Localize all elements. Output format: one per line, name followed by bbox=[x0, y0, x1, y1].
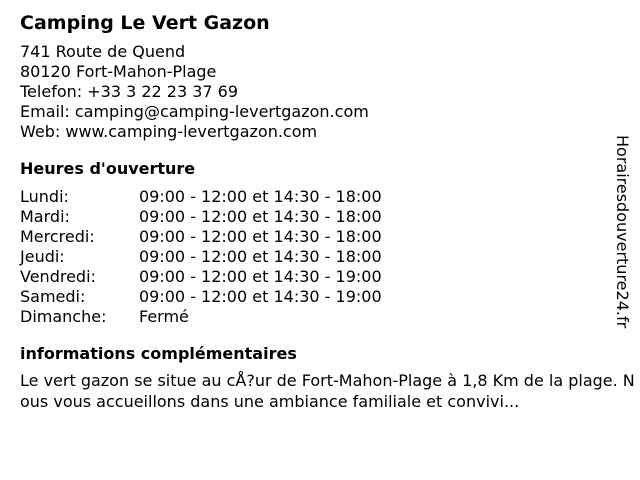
day-hours: 09:00 - 12:00 et 14:30 - 18:00 bbox=[139, 227, 382, 246]
site-watermark: Horairesdouverture24.fr bbox=[613, 135, 632, 329]
day-label: Samedi: bbox=[20, 287, 86, 306]
hours-table bbox=[20, 187, 610, 327]
email-line: Email: camping@camping-levertgazon.com bbox=[20, 102, 369, 121]
address-block bbox=[20, 42, 610, 142]
day-hours: 09:00 - 12:00 et 14:30 - 19:00 bbox=[139, 287, 382, 306]
hours-row-jeudi bbox=[20, 247, 610, 267]
business-name: Camping Le Vert Gazon bbox=[20, 12, 270, 34]
hours-heading: Heures d'ouverture bbox=[20, 159, 196, 178]
street-address: 741 Route de Quend bbox=[20, 42, 186, 61]
day-label: Mardi: bbox=[20, 207, 70, 226]
day-label: Jeudi: bbox=[20, 247, 65, 266]
day-hours: Fermé bbox=[139, 307, 189, 326]
day-label: Vendredi: bbox=[20, 267, 96, 286]
hours-row-samedi bbox=[20, 287, 610, 307]
day-label: Lundi: bbox=[20, 187, 69, 206]
hours-row-mardi bbox=[20, 207, 610, 227]
phone-line: Telefon: +33 3 22 23 37 69 bbox=[20, 82, 239, 101]
hours-row-vendredi bbox=[20, 267, 610, 287]
hours-row-dimanche bbox=[20, 307, 610, 327]
hours-row-mercredi bbox=[20, 227, 610, 247]
day-hours: 09:00 - 12:00 et 14:30 - 18:00 bbox=[139, 187, 382, 206]
day-label: Mercredi: bbox=[20, 227, 95, 246]
day-hours: 09:00 - 12:00 et 14:30 - 18:00 bbox=[139, 247, 382, 266]
hours-row-lundi bbox=[20, 187, 610, 207]
info-description: Le vert gazon se situe au cÅ?ur de Fort-Mahon-Plage à 1,8 Km de la plage. Nous vous accueillons dans une ambiance familiale et convivi... bbox=[20, 371, 635, 411]
city-address: 80120 Fort-Mahon-Plage bbox=[20, 62, 217, 81]
day-hours: 09:00 - 12:00 et 14:30 - 19:00 bbox=[139, 267, 382, 286]
day-label: Dimanche: bbox=[20, 307, 107, 326]
day-hours: 09:00 - 12:00 et 14:30 - 18:00 bbox=[139, 207, 382, 226]
info-heading: informations complémentaires bbox=[20, 344, 297, 363]
web-line: Web: www.camping-levertgazon.com bbox=[20, 122, 318, 141]
